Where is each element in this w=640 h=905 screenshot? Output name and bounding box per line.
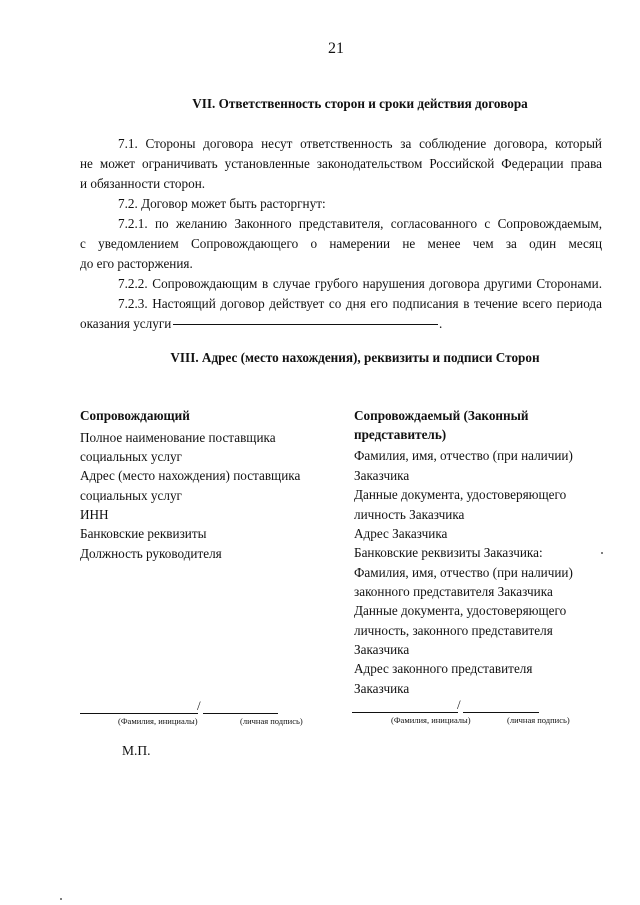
right-party-field: законного представителя Заказчика	[354, 584, 553, 599]
section-7-heading: VII. Ответственность сторон и сроки действия договора	[192, 96, 528, 111]
clause-7-2-3-line-1: 7.2.3. Настоящий договор действует со дня его подписания в течение всего периода	[118, 296, 602, 311]
right-party-field: Заказчика	[354, 642, 410, 657]
clause-7-2-1-line-2: с уведомлением Сопровождающего о намерении не менее чем за один месяц	[80, 236, 602, 251]
clause-7-1-line-1: 7.1. Стороны договора несут ответственность за соблюдение договора, который	[118, 136, 602, 151]
left-party-title: Сопровождающий	[80, 408, 190, 423]
right-party-title-line-2: представитель)	[354, 427, 447, 442]
right-party-title-line-1: Сопровождаемый (Законный	[354, 408, 529, 423]
right-party-field: Заказчика	[354, 468, 410, 483]
clause-7-2-3-line-2: оказания услуги	[80, 316, 172, 331]
section-8-heading: VIII. Адрес (место нахождения), реквизиты и подписи Сторон	[170, 350, 540, 365]
clause-7-1-line-2: не может ограничивать установленные законодательством Российской Федерации права	[80, 156, 602, 171]
clause-7-1-line-3: и обязанности сторон.	[80, 176, 206, 191]
right-party-field: Адрес законного представителя	[354, 661, 533, 676]
right-name-signature-line	[352, 712, 458, 713]
right-party-field: Данные документа, удостоверяющего	[354, 603, 567, 618]
clause-7-2: 7.2. Договор может быть расторгнут:	[118, 196, 326, 211]
left-party-field: Банковские реквизиты	[80, 526, 207, 541]
service-name-blank-line	[173, 324, 438, 325]
right-party-field: Банковские реквизиты Заказчика:	[354, 545, 543, 560]
left-party-field: Полное наименование поставщика	[80, 430, 276, 445]
right-caption-name: (Фамилия, инициалы)	[391, 715, 471, 725]
left-party-field: социальных услуг	[80, 488, 182, 503]
right-party-field: Адрес Заказчика	[354, 526, 448, 541]
left-caption-signature: (личная подпись)	[240, 716, 303, 726]
page-number: 21	[328, 40, 344, 57]
left-caption-name: (Фамилия, инициалы)	[118, 716, 198, 726]
right-caption-signature: (личная подпись)	[507, 715, 570, 725]
right-party-field: личность Заказчика	[354, 507, 465, 522]
stamp-placeholder: М.П.	[122, 743, 151, 758]
clause-7-2-3-period: .	[439, 316, 443, 331]
right-signature-slash: /	[457, 697, 461, 712]
scan-speck	[60, 898, 62, 900]
scan-speck	[601, 552, 603, 554]
clause-7-2-1-line-1: 7.2.1. по желанию Законного представителя, согласованного с Сопровождаемым,	[118, 216, 602, 231]
right-party-field: Заказчика	[354, 681, 410, 696]
left-signature-slash: /	[197, 698, 201, 713]
left-party-field: социальных услуг	[80, 449, 182, 464]
clause-7-2-1-line-3: до его расторжения.	[80, 256, 193, 271]
left-party-field: ИНН	[80, 507, 109, 522]
right-party-field: Данные документа, удостоверяющего	[354, 487, 567, 502]
right-party-field: личность, законного представителя	[354, 623, 553, 638]
left-party-field: Адрес (место нахождения) поставщика	[80, 468, 301, 483]
right-personal-signature-line	[463, 712, 539, 713]
left-personal-signature-line	[203, 713, 278, 714]
clause-7-2-2: 7.2.2. Сопровождающим в случае грубого нарушения договора другими Сторонами.	[118, 276, 602, 291]
left-party-field: Должность руководителя	[80, 546, 222, 561]
right-party-field: Фамилия, имя, отчество (при наличии)	[354, 565, 573, 580]
right-party-field: Фамилия, имя, отчество (при наличии)	[354, 448, 573, 463]
left-name-signature-line	[80, 713, 198, 714]
